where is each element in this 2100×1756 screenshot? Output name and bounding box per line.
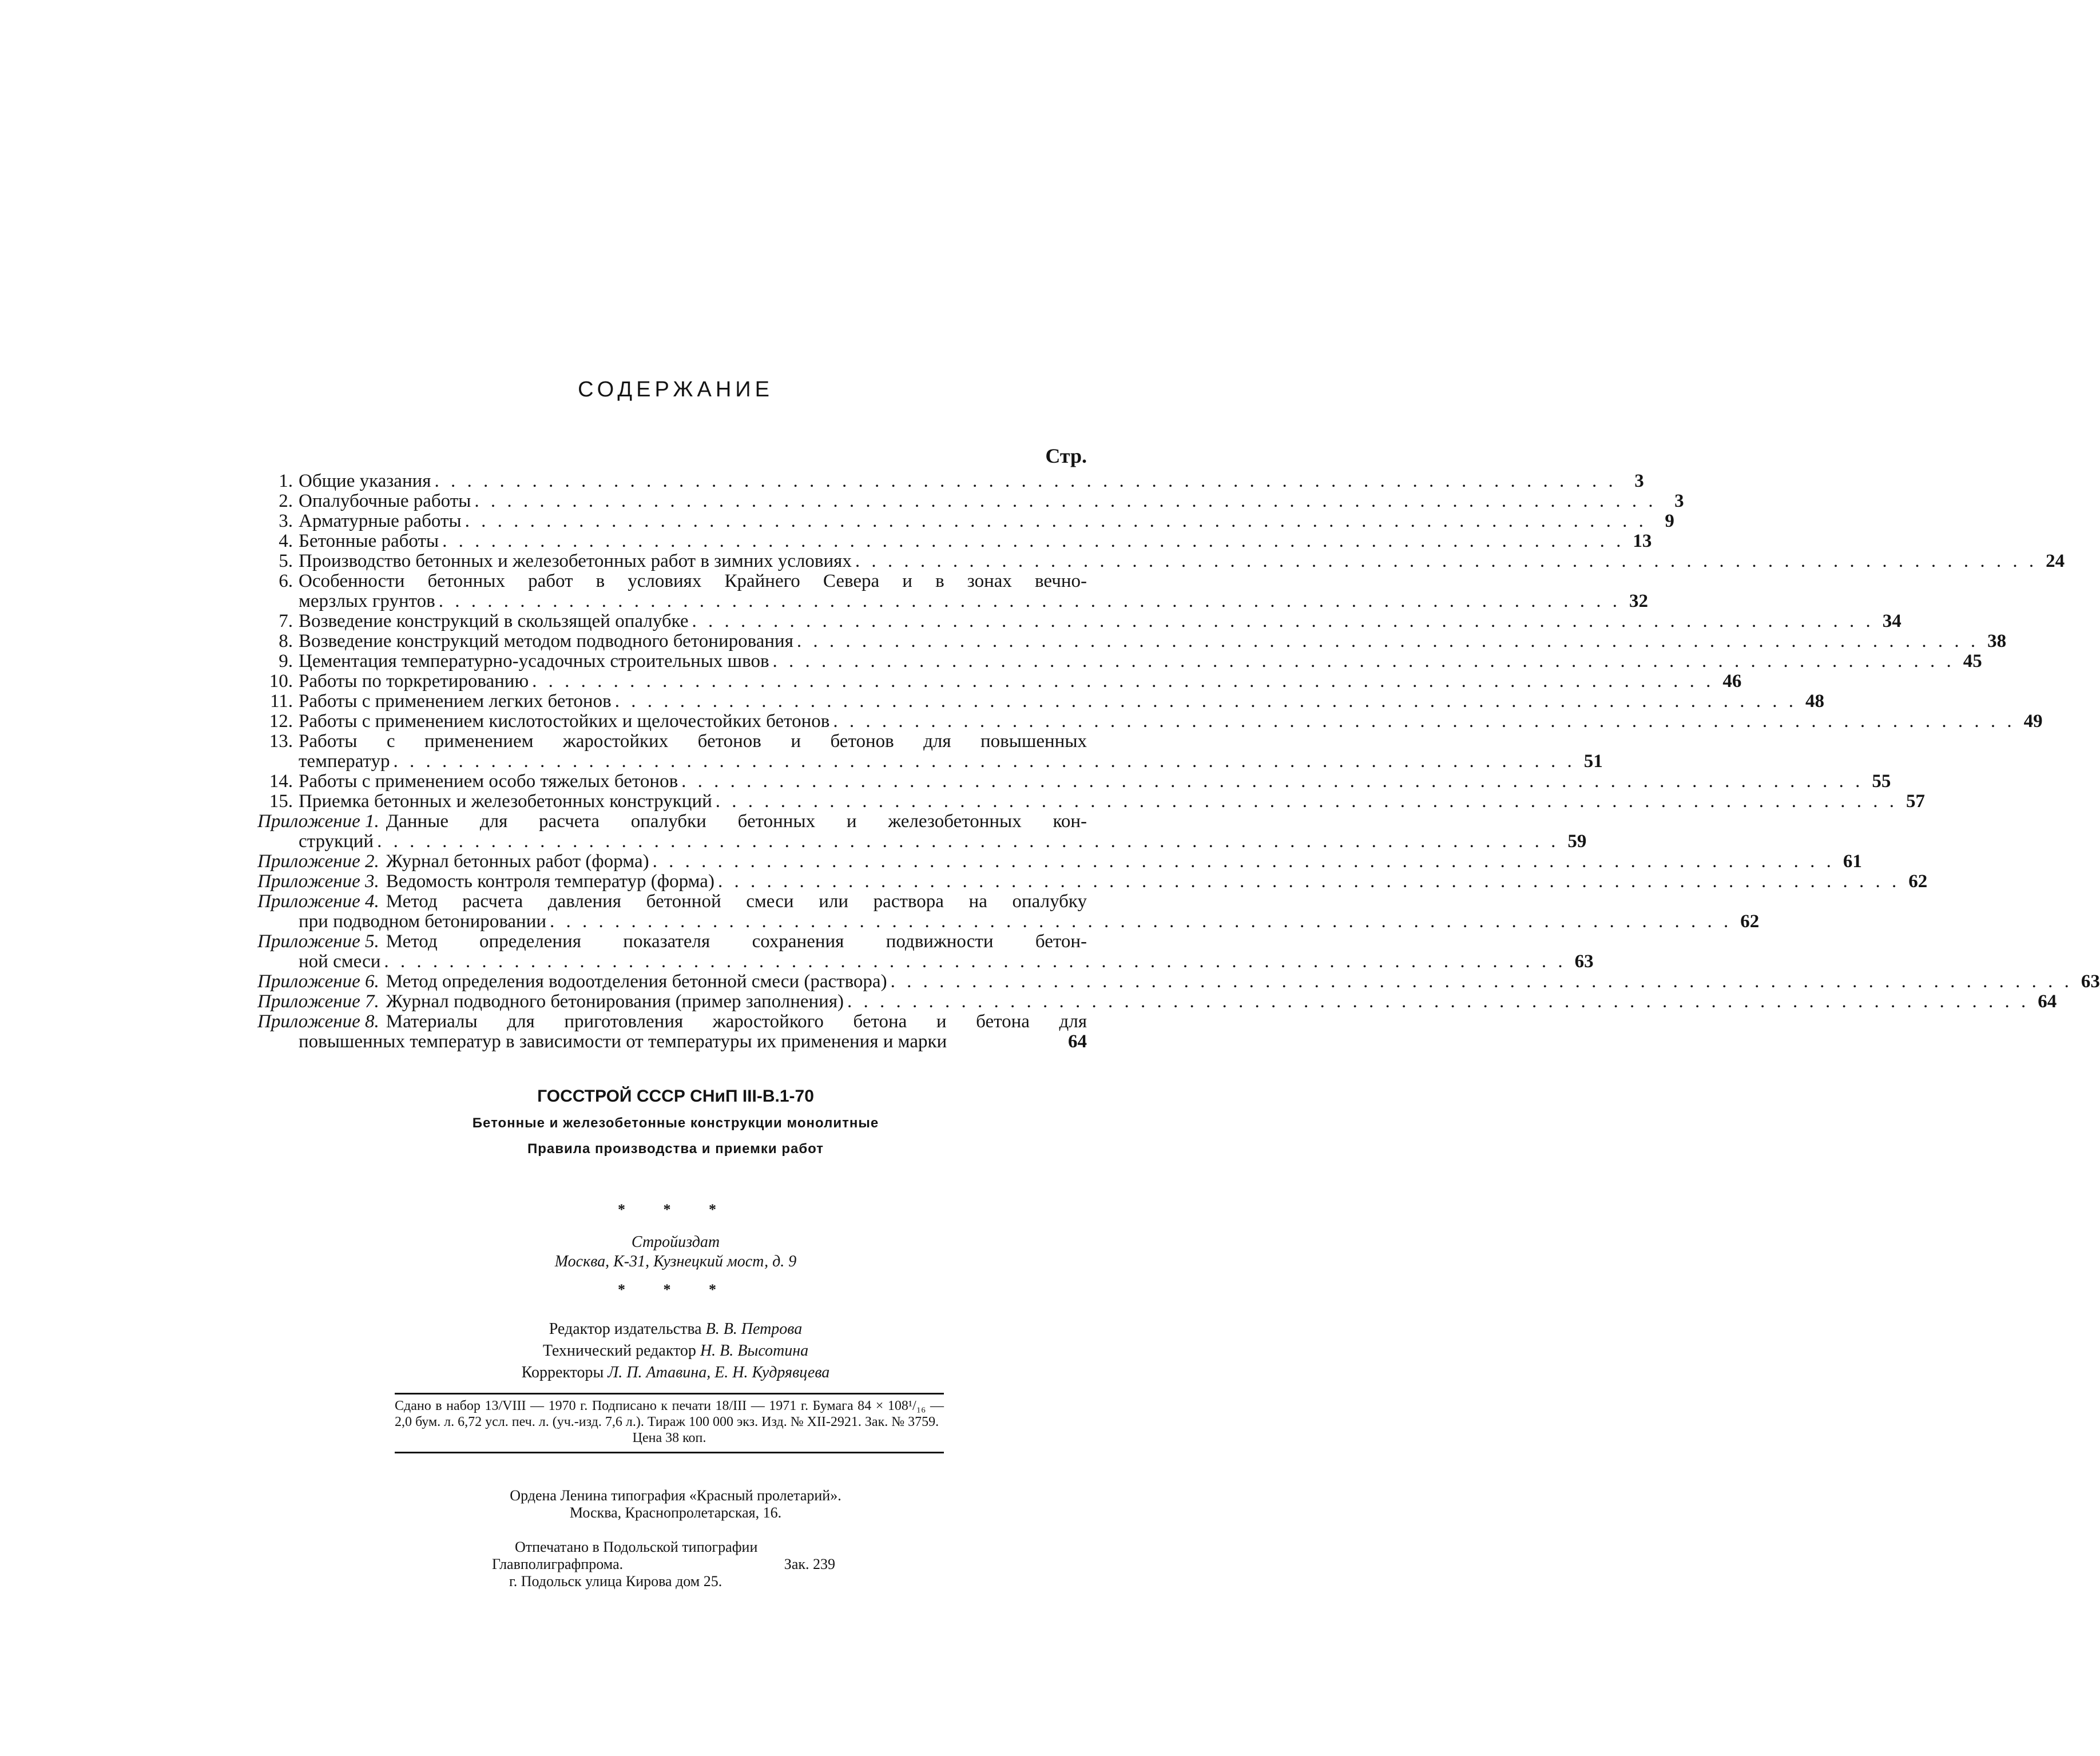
- toc-entry-title: Приемка бетонных и железобетонных конструкций: [299, 791, 712, 812]
- table-of-contents: [257, 440, 2100, 1052]
- toc-entry: [257, 631, 2007, 651]
- toc-entry-line: [257, 511, 1674, 531]
- printer-info-2: [492, 1539, 858, 1590]
- toc-page-number: 63: [1574, 951, 1594, 972]
- toc-entry-line: [257, 932, 1087, 952]
- printer-line: Отпечатано в Подольской типографии: [515, 1539, 758, 1555]
- toc-entry-number: 2.: [279, 491, 293, 511]
- staff-line: Корректоры Л. П. Атавина, Е. Н. Кудрявцева: [521, 1364, 830, 1381]
- toc-entry: [257, 731, 1603, 772]
- publisher: [0, 1233, 1351, 1272]
- toc-entry-number: Приложение 8.: [257, 1011, 379, 1032]
- page-title: СОДЕРЖАНИЕ: [578, 378, 773, 402]
- toc-page-number: 62: [1740, 911, 1760, 932]
- dot-leader: [653, 852, 1835, 872]
- dot-leader: [847, 992, 2029, 1012]
- toc-page-number: 61: [1843, 851, 1862, 872]
- toc-entry: [257, 511, 1674, 531]
- toc-entry-number: Приложение 1.: [257, 811, 379, 832]
- toc-entry: [257, 771, 1891, 792]
- toc-entry: [257, 611, 1901, 631]
- toc-page-number: 63: [2081, 971, 2100, 992]
- toc-page-number: 3: [1674, 491, 1684, 511]
- toc-entry-title: Работы с применением легких бетонов: [299, 691, 612, 712]
- toc-entry-title: струкций: [299, 831, 374, 852]
- toc-entry: [257, 471, 1644, 491]
- staff-line: Редактор издательства В. В. Петрова: [549, 1320, 803, 1338]
- toc-entry-line: [257, 791, 1926, 812]
- toc-entry-title: Журнал бетонных работ (форма): [386, 851, 649, 872]
- toc-entry-line: [257, 812, 1087, 832]
- toc-entry-line: [257, 831, 1587, 852]
- toc-entry-title: мерзлых грунтов: [299, 591, 435, 611]
- divider: [395, 1452, 944, 1453]
- dot-leader: [439, 591, 1621, 611]
- toc-entry-title: температур: [299, 751, 390, 772]
- toc-page-number: 62: [1908, 871, 1928, 892]
- toc-entry: [257, 651, 1982, 672]
- toc-entry-title: повышенных температур в зависимости от температуры их применения и марки: [299, 1031, 947, 1052]
- toc-entry-line: [257, 571, 1087, 591]
- toc-entry: [257, 571, 1648, 611]
- toc-entry: [257, 891, 1760, 932]
- toc-entry-number: 13.: [269, 731, 293, 752]
- toc-entry-title: Данные для расчета опалубки бетонных и железобетонных кон-: [386, 811, 1087, 832]
- toc-entry-line: [257, 531, 1652, 551]
- toc-entry: [257, 531, 1652, 551]
- toc-entry-title: Журнал подводного бетонирования (пример заполнения): [386, 991, 844, 1012]
- toc-entry-line: [257, 771, 1891, 792]
- toc-page-number: 48: [1805, 691, 1824, 712]
- toc-page-number: 32: [1629, 591, 1648, 611]
- separator-stars: * * *: [618, 1281, 733, 1298]
- toc-entry-title: Арматурные работы: [299, 511, 462, 531]
- dot-leader: [716, 792, 1897, 812]
- dot-leader: [434, 471, 1616, 491]
- toc-entry-number: 15.: [269, 791, 293, 812]
- toc-entry-number: Приложение 7.: [257, 991, 379, 1012]
- toc-entry-title: Бетонные работы: [299, 531, 439, 551]
- toc-page-number: 3: [1634, 471, 1644, 491]
- toc-entry-title: Метод расчета давления бетонной смеси или раствора на опалубку: [386, 891, 1087, 912]
- dot-leader: [718, 872, 1900, 892]
- toc-entry: [257, 711, 2043, 732]
- toc-entry: [257, 851, 1862, 872]
- dot-leader: [377, 832, 1559, 852]
- toc-entry-line: [257, 711, 2043, 732]
- dot-leader: [891, 972, 2073, 992]
- page-column-header: Стр.: [1045, 444, 1087, 467]
- print-info: Сдано в набор 13/VIII — 1970 г. Подписано к печати 18/III — 1971 г. Бумага 84 × 108¹/₁₆ — 2,0 бум. л. 6,72 усл. печ. л. (уч.-изд. 7,6 л.). Тираж 100 000 экз. Изд. № XII-2921. Зак. № 3759.: [395, 1399, 944, 1429]
- toc-page-number: 38: [1987, 631, 2007, 651]
- toc-entry-number: 1.: [279, 471, 293, 491]
- toc-entry-number: 6.: [279, 571, 293, 591]
- toc-entry-line: [257, 751, 1603, 772]
- toc-entry-title: Материалы для приготовления жаростойкого бетона и бетона для: [386, 1011, 1087, 1032]
- toc-entry-line: [257, 911, 1760, 932]
- toc-entry: [257, 871, 1928, 892]
- print-details: [395, 1393, 944, 1453]
- dot-leader: [833, 712, 2015, 732]
- toc-page-number: 51: [1583, 751, 1603, 772]
- toc-entry: [257, 791, 1926, 812]
- toc-entry-line: [257, 892, 1087, 912]
- toc-entry-number: 8.: [279, 631, 293, 651]
- publisher-name: Стройиздат: [631, 1233, 720, 1251]
- toc-entry-line: [257, 971, 2100, 992]
- dot-leader: [465, 511, 1647, 531]
- toc-entry: [257, 931, 1594, 972]
- toc-entry-title: Работы с применением особо тяжелых бетонов: [299, 771, 678, 792]
- dot-leader: [615, 692, 1797, 712]
- toc-entry-line: [257, 1012, 1087, 1032]
- printer-line: Москва, Краснопролетарская, 16.: [569, 1504, 782, 1521]
- toc-entry-number: 3.: [279, 511, 293, 531]
- toc-entry: [257, 1012, 1087, 1052]
- price: Цена 38 коп.: [632, 1431, 706, 1445]
- toc-page-number: 46: [1722, 671, 1742, 692]
- toc-entry-title: Возведение конструкций методом подводного бетонирования: [299, 631, 793, 651]
- staff-line: Технический редактор Н. В. Высотина: [542, 1342, 809, 1360]
- toc-entry-title: Работы с применением жаростойких бетонов и бетонов для повышенных: [299, 731, 1087, 752]
- toc-entry-line: [257, 691, 1824, 712]
- toc-entry-title: Общие указания: [299, 471, 431, 491]
- dot-leader: [394, 752, 1575, 772]
- toc-entry-line: [257, 651, 1982, 672]
- toc-page-number: 64: [2038, 991, 2057, 1012]
- toc-entry: [257, 671, 1742, 692]
- toc-entry-number: 9.: [279, 651, 293, 672]
- toc-entry-number: Приложение 2.: [257, 851, 379, 872]
- printer-line: Главполиграфпрома. Зак. 239: [492, 1556, 835, 1572]
- toc-entry-title: при подводном бетонировании: [299, 911, 547, 932]
- printer-line: г. Подольск улица Кирова дом 25.: [509, 1573, 723, 1590]
- toc-entry-title: Опалубочные работы: [299, 491, 471, 511]
- toc-entry: [257, 491, 1684, 511]
- toc-entry: [257, 991, 2057, 1012]
- toc-entry-number: 14.: [269, 771, 293, 792]
- toc-entry-line: [257, 991, 2057, 1012]
- toc-entry-line: [257, 631, 2007, 651]
- toc-entry-title: Работы по торкретированию: [299, 671, 529, 692]
- toc-entry-number: Приложение 5.: [257, 931, 379, 952]
- toc-entry-number: 12.: [269, 711, 293, 732]
- dot-leader: [442, 531, 1624, 551]
- toc-entry-title: ной смеси: [299, 951, 381, 972]
- toc-entry-number: 10.: [269, 671, 293, 692]
- toc-entry-number: Приложение 6.: [257, 971, 379, 992]
- toc-entry-title: Ведомость контроля температур (форма): [386, 871, 714, 892]
- toc-entry-line: [257, 491, 1684, 511]
- dot-leader: [797, 631, 1979, 651]
- toc-page-number: 57: [1906, 791, 1926, 812]
- printer-info: [0, 1487, 1351, 1521]
- toc-entry-line: [257, 611, 1901, 631]
- toc-entry-number: 5.: [279, 551, 293, 571]
- toc-entry-line: [257, 671, 1742, 692]
- toc-page-number: 13: [1633, 531, 1652, 551]
- dot-leader: [692, 611, 1874, 631]
- toc-entry-line: [257, 551, 2065, 571]
- imprint-series: ГОССТРОЙ СССР СНиП III-В.1-70: [537, 1087, 814, 1106]
- toc-entry: [257, 551, 2065, 571]
- dot-leader: [855, 551, 2037, 571]
- separator-stars: * * *: [618, 1201, 733, 1218]
- toc-entry-title: Цементация температурно-усадочных строительных швов: [299, 651, 769, 672]
- toc-entry-title: Метод определения показателя сохранения подвижности бетон-: [386, 931, 1087, 952]
- toc-entry-line: [257, 471, 1644, 491]
- toc-entry: [257, 971, 2100, 992]
- toc-entry-title: Производство бетонных и железобетонных работ в зимних условиях: [299, 551, 852, 571]
- toc-entry-number: 11.: [269, 691, 293, 712]
- toc-page-number: 45: [1963, 651, 1982, 672]
- toc-page-number: 34: [1882, 611, 1901, 631]
- publisher-address: Москва, К-31, Кузнецкий мост, д. 9: [554, 1253, 797, 1270]
- toc-entry-line: [257, 591, 1648, 611]
- dot-leader: [773, 651, 1955, 672]
- toc-page-number: 64: [1068, 1031, 1087, 1052]
- printer-line: Ордена Ленина типография «Красный пролетарий».: [510, 1487, 841, 1504]
- dot-leader: [681, 772, 1863, 792]
- toc-entry-title: Возведение конструкций в скользящей опалубке: [299, 611, 689, 631]
- toc-page-number: 24: [2046, 551, 2065, 571]
- toc-entry-title: Метод определения водоотделения бетонной смеси (раствора): [386, 971, 887, 992]
- toc-entry: [257, 811, 1587, 852]
- toc-entry: [257, 691, 1824, 712]
- dot-leader: [474, 491, 1656, 511]
- staff-credits: [0, 1318, 1351, 1384]
- toc-page-number: 9: [1665, 511, 1674, 531]
- imprint-subtitle: Правила производства и приемки работ: [527, 1141, 824, 1157]
- dot-leader: [532, 672, 1714, 692]
- toc-entry-line: [257, 871, 1928, 892]
- toc-entry-line: [257, 851, 1862, 872]
- toc-entry-number: 7.: [279, 611, 293, 631]
- toc-entry-title: Особенности бетонных работ в условиях Крайнего Севера и в зонах вечно-: [299, 571, 1087, 591]
- toc-page-number: 49: [2023, 711, 2043, 732]
- toc-page-number: 59: [1567, 831, 1587, 852]
- toc-entry-title: Работы с применением кислотостойких и щелочестойких бетонов: [299, 711, 830, 732]
- toc-entry-line: [257, 1032, 1087, 1052]
- toc-entry-number: Приложение 3.: [257, 871, 379, 892]
- toc-entry-number: Приложение 4.: [257, 891, 379, 912]
- toc-page-number: 55: [1872, 771, 1891, 792]
- imprint-title: Бетонные и железобетонные конструкции монолитные: [472, 1115, 879, 1131]
- toc-entry-line: [257, 732, 1087, 752]
- dot-leader: [384, 952, 1566, 972]
- toc-entry-line: [257, 951, 1594, 972]
- dot-leader: [550, 912, 1732, 932]
- toc-entry-number: 4.: [279, 531, 293, 551]
- toc-entries: [257, 471, 2100, 1052]
